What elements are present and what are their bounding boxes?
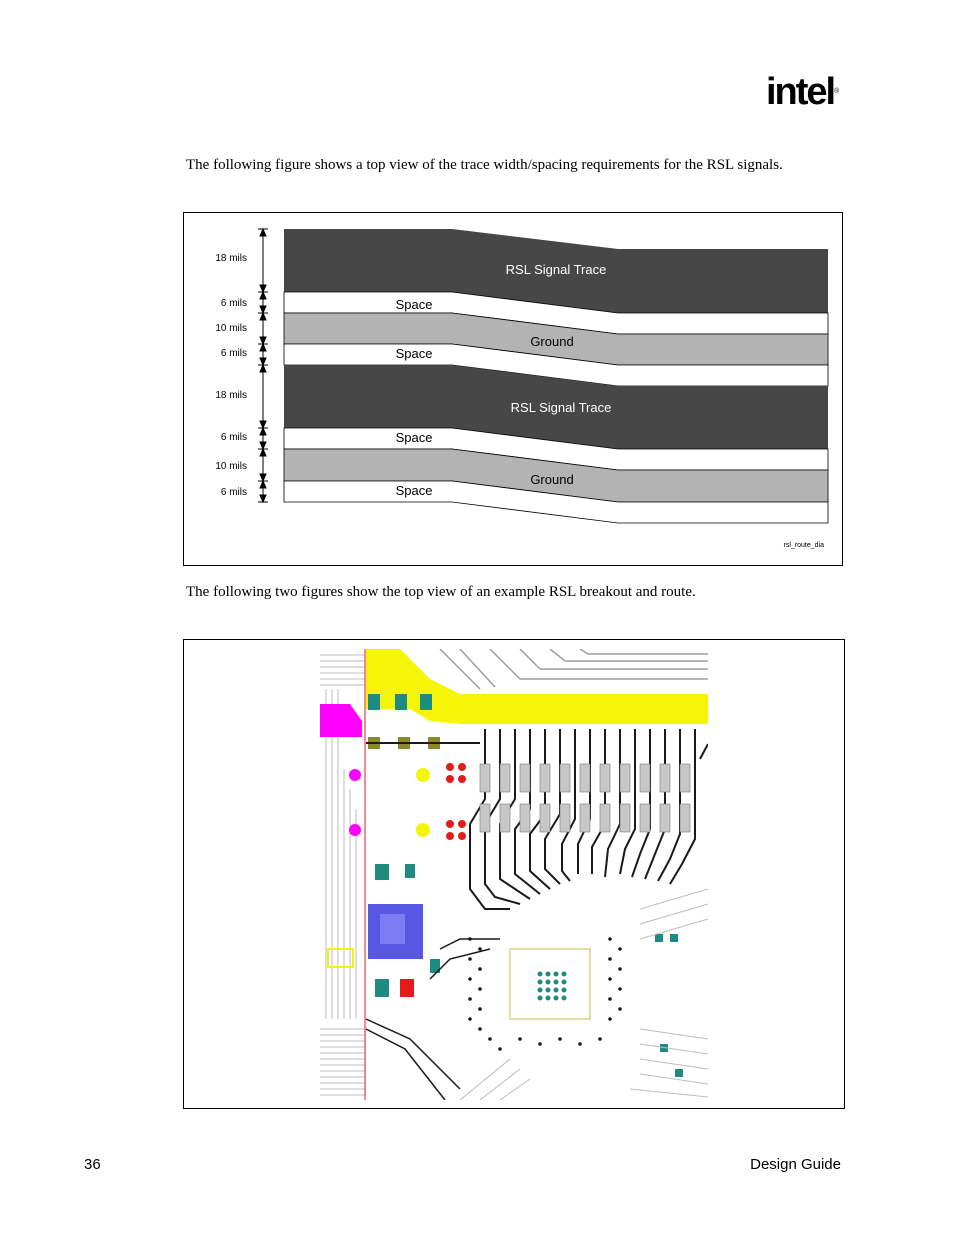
dim-label-6: 6 mils <box>220 432 247 443</box>
document-title: Design Guide <box>750 1156 841 1173</box>
blue-region-inner <box>380 914 405 944</box>
ground-label-1: Ground <box>530 334 574 349</box>
ground-label-2: Ground <box>530 472 574 487</box>
dim-label-5: 18 mils <box>215 390 247 401</box>
paragraph-2: The following two figures show the top view of an example RSL breakout and route. <box>186 584 696 600</box>
space-label-1: Space <box>395 297 433 312</box>
trace-spacing-diagram <box>184 213 844 567</box>
red-component <box>400 979 414 997</box>
yellow-via-2 <box>416 823 430 837</box>
dim-label-7: 10 mils <box>215 461 247 472</box>
figure-rsl-breakout <box>183 639 845 1109</box>
magenta-via-1 <box>349 769 361 781</box>
dim-label-3: 10 mils <box>215 323 247 334</box>
space-label-3: Space <box>395 430 433 445</box>
dim-label-8: 6 mils <box>220 487 247 498</box>
figure-id-label: rsl_route_dia <box>783 542 824 549</box>
space-label-2: Space <box>395 346 433 361</box>
dim-label-4: 6 mils <box>220 348 247 359</box>
dim-label-1: 18 mils <box>215 253 247 264</box>
space-label-4: Space <box>395 483 433 498</box>
signal-trace-label-1: RSL Signal Trace <box>505 262 607 277</box>
paragraph-1: The following figure shows a top view of the trace width/spacing requirements for the RSL signals. <box>186 157 783 173</box>
intel-logo: intel® <box>766 71 840 113</box>
yellow-via-1 <box>416 768 430 782</box>
bga-center <box>510 949 590 1019</box>
pcb-layout-image <box>320 649 708 1100</box>
dimension-arrows <box>258 229 268 502</box>
magenta-via-2 <box>349 824 361 836</box>
figure-trace-spacing <box>183 212 843 566</box>
signal-trace-label-2: RSL Signal Trace <box>510 400 612 415</box>
dim-label-2: 6 mils <box>220 298 247 309</box>
page-number: 36 <box>84 1156 101 1173</box>
